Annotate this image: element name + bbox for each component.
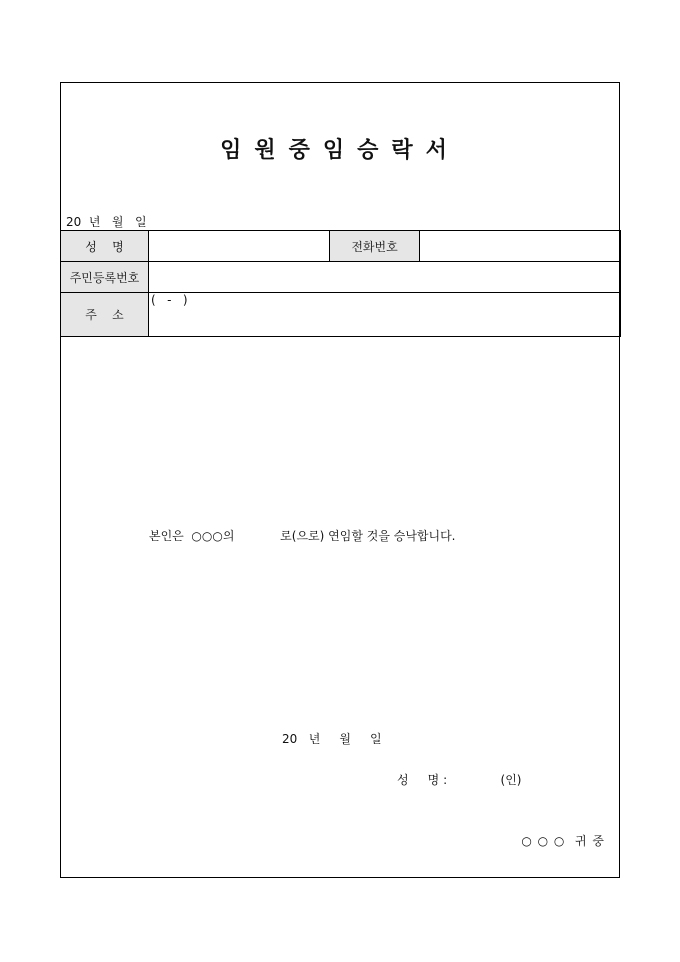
name-row xyxy=(61,231,621,262)
address-field[interactable] xyxy=(149,293,621,337)
address-label: 주 소 xyxy=(61,293,149,337)
applicant-info-table xyxy=(60,230,621,337)
resident-number-field[interactable] xyxy=(149,262,621,293)
address-row xyxy=(61,293,621,337)
consent-statement: 본인은 ○○○의 로(으로) 연임할 것을 승낙합니다. xyxy=(149,529,456,543)
name-field[interactable] xyxy=(149,231,330,262)
phone-label: 전화번호 xyxy=(330,231,420,262)
name-label: 성 명 xyxy=(61,231,149,262)
document-title: 임원중임승락서 xyxy=(220,137,460,163)
signing-date: 20 년 월 일 xyxy=(282,732,382,746)
header-date-line: 20 년 월 일 xyxy=(66,215,147,229)
phone-field[interactable] xyxy=(420,231,621,262)
resident-number-row xyxy=(61,262,621,293)
document-page xyxy=(60,82,620,878)
addressee: ○ ○ ○ 귀 중 xyxy=(521,834,605,848)
resident-number-label: 주민등록번호 xyxy=(61,262,149,293)
postal-code-parentheses: ( - ) xyxy=(151,293,188,307)
signature-line: 성 명 : (인) xyxy=(397,773,522,787)
